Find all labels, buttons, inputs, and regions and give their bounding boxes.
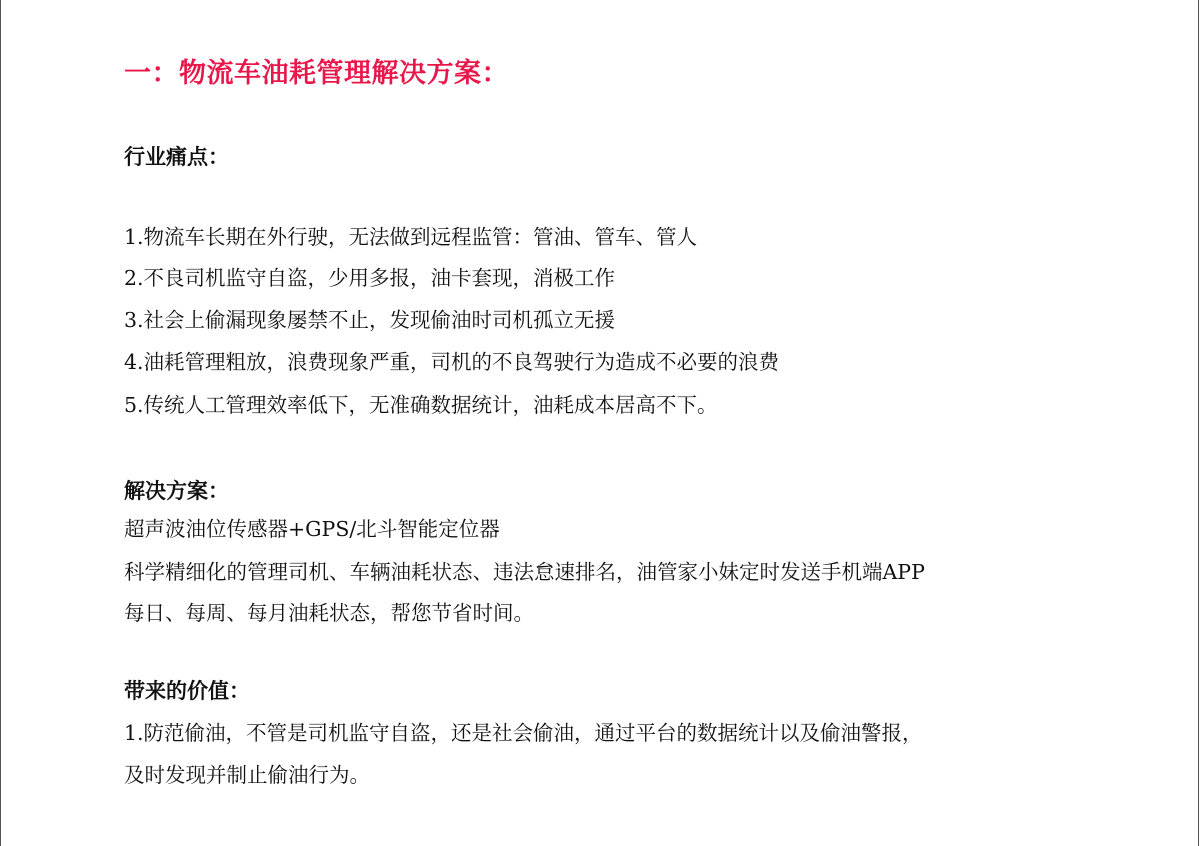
section-heading-solution: 解决方案： [124, 479, 229, 503]
section-heading-pain-points: 行业痛点： [124, 145, 229, 169]
pain-point-item-1: 1.物流车长期在外行驶，无法做到远程监管：管油、管车、管人 [124, 225, 698, 249]
page-border-right [1198, 0, 1199, 846]
solution-line-2: 科学精细化的管理司机、车辆油耗状态、违法怠速排名，油管家小妹定时发送手机端APP [124, 560, 925, 584]
pain-point-item-5: 5.传统人工管理效率低下，无准确数据统计，油耗成本居高不下。 [124, 393, 718, 417]
value-line-1: 1.防范偷油，不管是司机监守自盗，还是社会偷油，通过平台的数据统计以及偷油警报， [124, 721, 923, 745]
solution-line-3: 每日、每周、每月油耗状态，帮您节省时间。 [124, 601, 534, 625]
pain-point-item-2: 2.不良司机监守自盗，少用多报，油卡套现，消极工作 [124, 266, 616, 290]
solution-line-1: 超声波油位传感器+GPS/北斗智能定位器 [124, 517, 500, 541]
value-line-2: 及时发现并制止偷油行为。 [124, 763, 370, 787]
page-border-left [0, 0, 1, 846]
pain-point-item-4: 4.油耗管理粗放，浪费现象严重，司机的不良驾驶行为造成不必要的浪费 [124, 350, 780, 374]
pain-point-item-3: 3.社会上偷漏现象屡禁不止，发现偷油时司机孤立无援 [124, 308, 616, 332]
section-heading-value: 带来的价值： [124, 679, 250, 703]
page-title: 一：物流车油耗管理解决方案： [124, 58, 509, 89]
